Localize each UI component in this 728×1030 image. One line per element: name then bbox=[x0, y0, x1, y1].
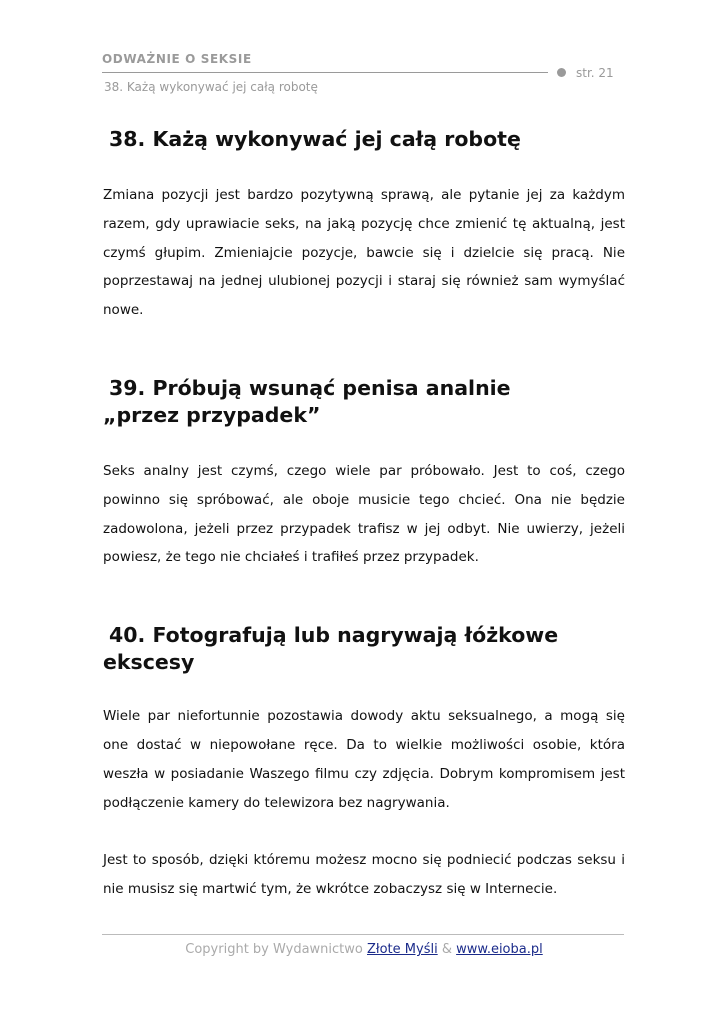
page-number: str. 21 bbox=[576, 66, 614, 80]
section-number: 40. bbox=[109, 623, 146, 648]
section-paragraph: Zmiana pozycji jest bardzo pozytywną sprawą, ale pytanie jej za każdym razem, gdy uprawiacie seks, na jaką pozycję chce zmienić tę aktualną, jest czymś głupim. Zmieniajcie pozycje, bawcie się i dzielcie się pracą. Nie poprzestawaj na jednej ulubionej pozycji i staraj się również sam wymyślać nowe. bbox=[103, 187, 625, 319]
bullet-dot-icon bbox=[557, 68, 566, 77]
section-heading-39 bbox=[103, 375, 625, 429]
book-title: ODWAŻNIE O SEKSIE bbox=[102, 52, 252, 66]
publisher-link[interactable]: Złote Myśli bbox=[367, 942, 438, 957]
copyright-text: Copyright by Wydawnictwo bbox=[185, 942, 363, 957]
section-number: 38. bbox=[109, 127, 146, 151]
ampersand: & bbox=[441, 942, 452, 957]
section-number: 39. bbox=[109, 375, 146, 400]
section-title: Każą wykonywać jej całą robotę bbox=[152, 127, 521, 151]
header-divider bbox=[102, 72, 548, 73]
footer-divider bbox=[102, 934, 624, 935]
page-body bbox=[103, 124, 625, 904]
chapter-title: 38. Każą wykonywać jej całą robotę bbox=[104, 80, 318, 94]
footer bbox=[0, 942, 728, 957]
section-paragraph: Jest to sposób, dzięki któremu możesz mocno się podniecić podczas seksu i nie musisz się martwić tym, że wkrótce zobaczysz się w Internecie. bbox=[103, 852, 625, 898]
section-title-line1: Próbują wsunąć penisa analnie bbox=[152, 375, 511, 400]
section-heading-38 bbox=[103, 126, 625, 153]
section-paragraph: Wiele par niefortunnie pozostawia dowody aktu seksualnego, a mogą się one dostać w niepowołane ręce. Da to wielkie możliwości osobie, która weszła w posiadanie Waszego filmu czy zdjęcia. Dobrym kompromisem jest podłączenie kamery do telewizora bez nagrywania. bbox=[103, 708, 625, 811]
website-link[interactable]: www.eioba.pl bbox=[456, 942, 543, 957]
section-title-line2: „przez przypadek” bbox=[103, 402, 321, 427]
section-heading-40 bbox=[103, 622, 625, 676]
section-title: Fotografują lub nagrywają łóżkowe ekscesy bbox=[103, 623, 559, 675]
section-paragraph: Seks analny jest czymś, czego wiele par próbowało. Jest to coś, czego powinno się spróbować, ale oboje musicie tego chcieć. Ona nie będzie zadowolona, jeżeli przez przypadek trafisz w jej odbyt. Nie uwierzy, jeżeli powiesz, że tego nie chciałeś i trafiłeś przez przypadek. bbox=[103, 462, 625, 566]
